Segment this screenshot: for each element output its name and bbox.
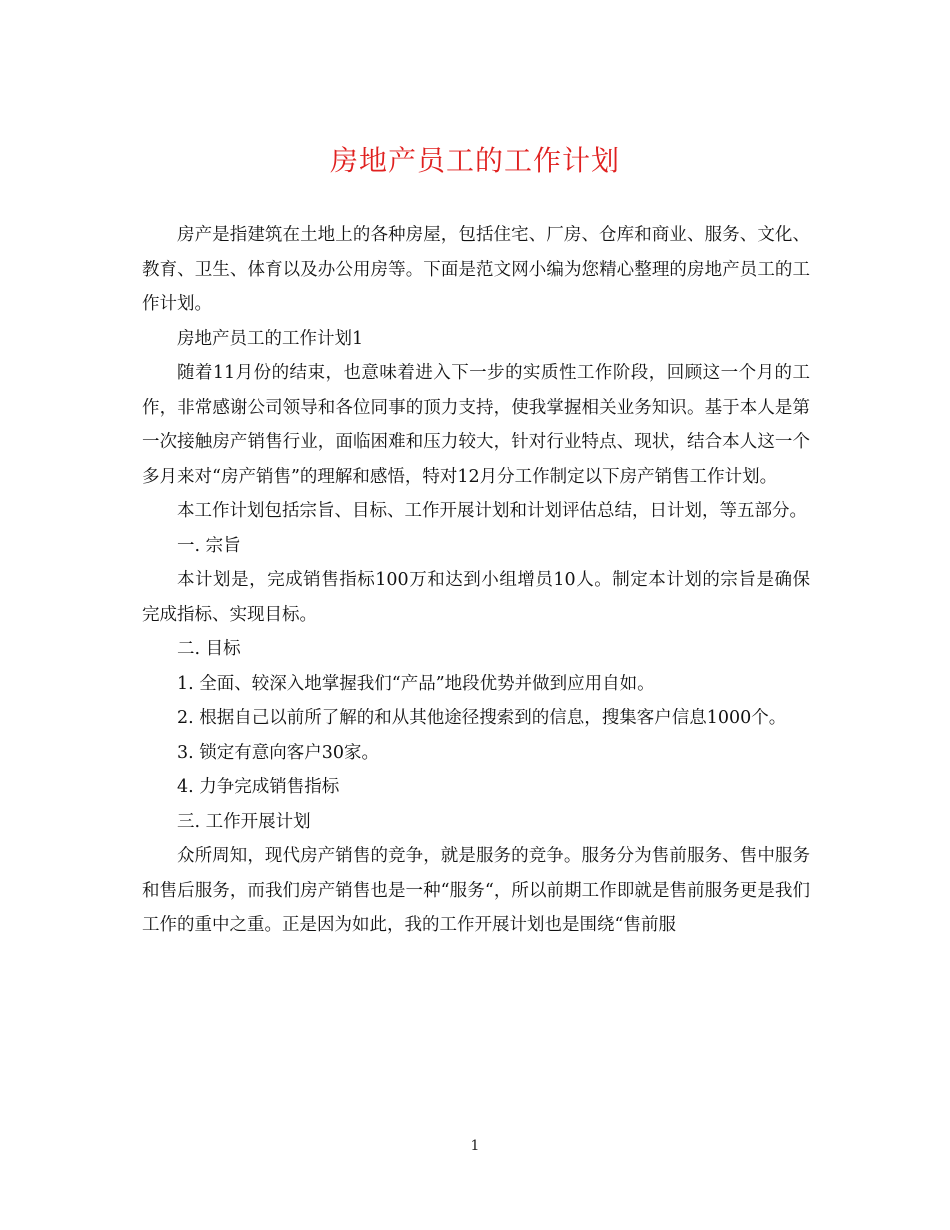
goal-item-2: 2. 根据自己以前所了解的和从其他途径搜索到的信息，搜集客户信息1000个。 xyxy=(177,708,787,728)
section-heading-work-plan: 三. 工作开展计划 xyxy=(177,811,311,832)
section-heading-purpose: 一. 宗旨 xyxy=(177,535,241,556)
paragraph-purpose: 本计划是，完成销售指标100万和达到小组增员10人。制定本计划的宗旨是确保完成指标、实现目标。 xyxy=(142,570,810,625)
paragraph-service: 众所周知，现代房产销售的竞争，就是服务的竞争。服务分为售前服务、售中服务和售后服务，而我们房产销售也是一种“服务“，所以前期工作即就是售前服务更是我们工作的重中之重。正是因为如此，我的工作开展计划也是围绕“售前服 xyxy=(142,846,810,935)
goal-item-4: 4. 力争完成销售指标 xyxy=(177,777,340,797)
section-heading-goals: 二. 目标 xyxy=(177,639,241,659)
goal-item-1: 1. 全面、较深入地掌握我们“产品”地段优势并做到应用自如。 xyxy=(177,673,655,694)
document-title: 房地产员工的工作计划 xyxy=(329,144,620,177)
page-number: 1 xyxy=(470,1138,480,1154)
section-heading-plan-1: 房地产员工的工作计划1 xyxy=(177,328,364,349)
paragraph-plan-scope: 本工作计划包括宗旨、目标、工作开展计划和计划评估总结，日计划，等五部分。 xyxy=(177,501,807,521)
document-body xyxy=(142,218,810,943)
paragraph-review: 随着11月份的结束，也意味着进入下一步的实质性工作阶段，回顾这一个月的工作，非常感谢公司领导和各位同事的顶力支持，使我掌握相关业务知识。基于本人是第一次接触房产销售行业，面临困难和压力较大，针对行业特点、现状，结合本人这一个多月来对“房产销售”的理解和感悟，特对12月分工作制定以下房产销售工作计划。 xyxy=(142,363,810,487)
goal-item-3: 3. 锁定有意向客户30家。 xyxy=(177,742,380,763)
paragraph-intro: 房产是指建筑在土地上的各种房屋，包括住宅、厂房、仓库和商业、服务、文化、教育、卫生、体育以及办公用房等。下面是范文网小编为您精心整理的房地产员工的工作计划。 xyxy=(142,225,810,314)
